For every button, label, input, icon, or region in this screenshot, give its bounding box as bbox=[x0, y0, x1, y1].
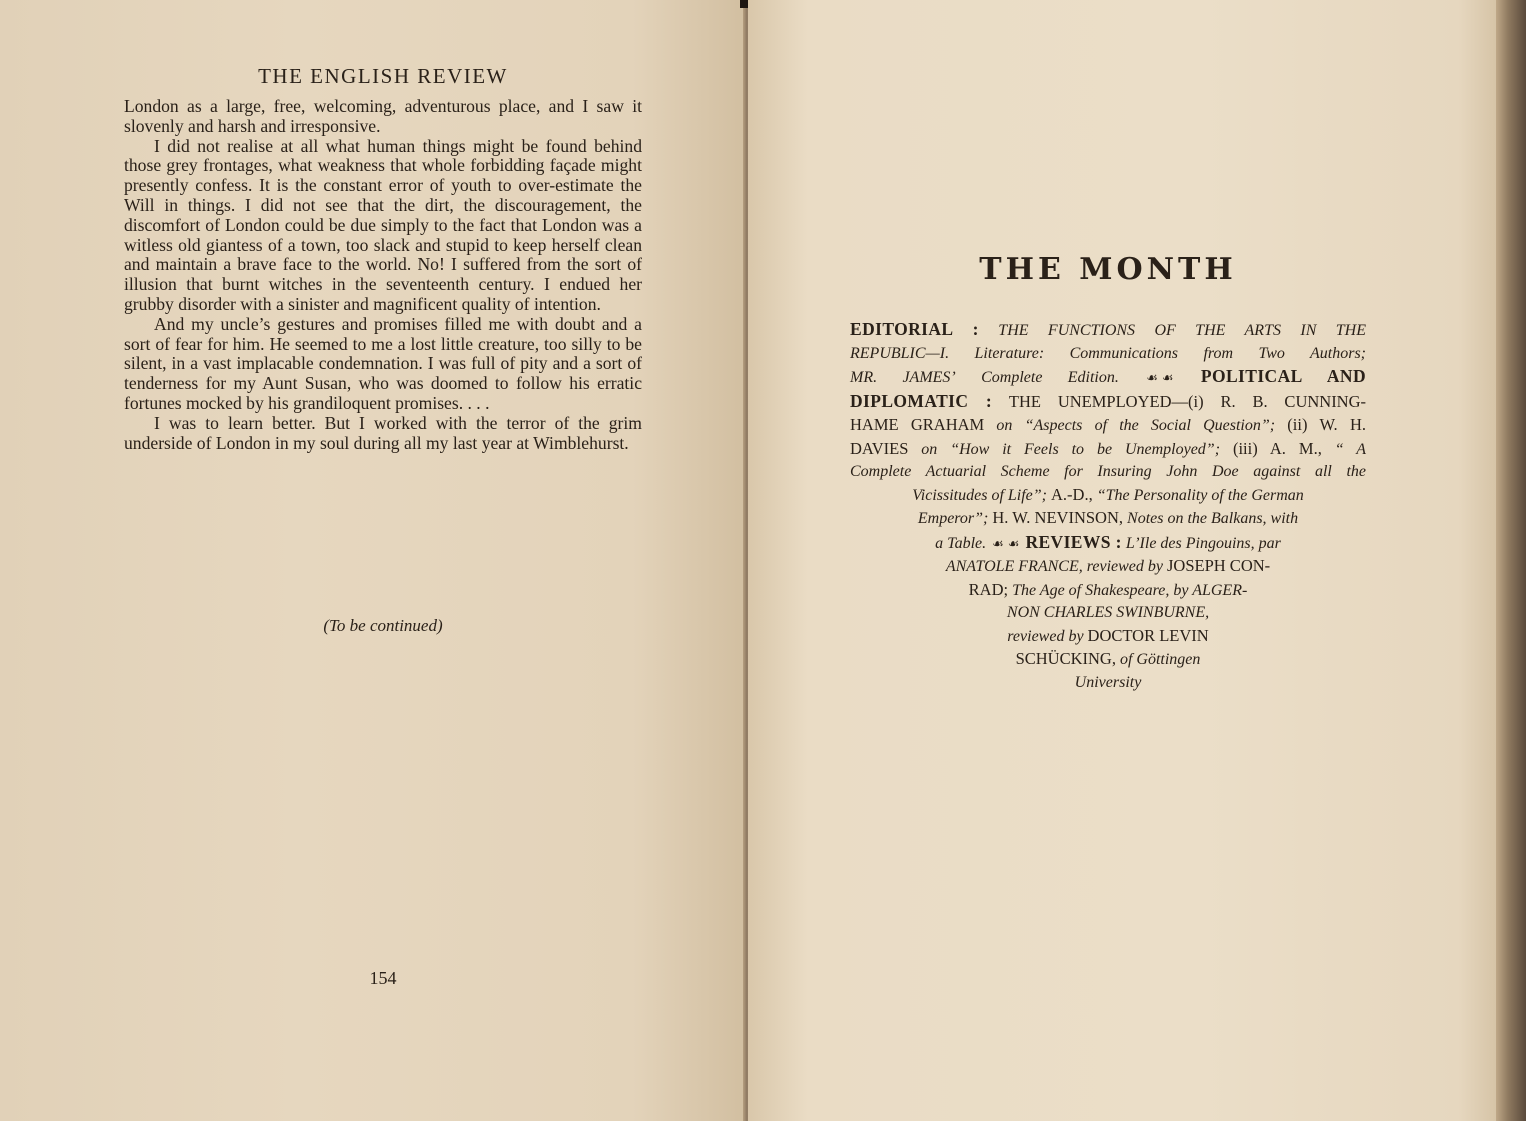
fleuron-icon: ☙ bbox=[1146, 370, 1158, 385]
university-entry: University bbox=[1074, 673, 1142, 691]
gottingen-entry: of Göttingen bbox=[1119, 651, 1201, 668]
davies-name: DAVIES bbox=[850, 438, 909, 458]
fleuron-icon: ☙ bbox=[992, 535, 1004, 551]
contents-line bbox=[850, 318, 1366, 343]
graham-name: HAME GRAHAM bbox=[850, 415, 985, 434]
conrad-name-cont: RAD; bbox=[968, 579, 1009, 599]
political-label: POLITICAL AND bbox=[1200, 366, 1366, 386]
lile-entry: L’Ile des Pingouins, par bbox=[1125, 534, 1281, 552]
contents-line bbox=[850, 343, 1366, 366]
scheme-entry: “ A bbox=[1334, 440, 1367, 458]
running-head: THE ENGLISH REVIEW bbox=[258, 64, 508, 88]
scheme-entry-cont: Complete Actuarial Scheme for Insuring John Doe against all the bbox=[850, 463, 1366, 480]
body-text bbox=[124, 97, 642, 453]
reviewed-by: reviewed by bbox=[1007, 627, 1084, 645]
contents-list bbox=[850, 318, 1366, 694]
paragraph: London as a large, free, welcoming, adventurous place, and I saw it slovenly and harsh and irresponsive. bbox=[124, 96, 642, 136]
fleuron-icon: ☙ bbox=[1161, 370, 1174, 385]
conrad-name: JOSEPH CON- bbox=[1167, 556, 1271, 575]
contents-line bbox=[850, 461, 1366, 484]
balkans-entry: Notes on the Balkans, with bbox=[1127, 510, 1299, 527]
reviews-label: REVIEWS : bbox=[1025, 531, 1122, 552]
unemployed-entry: THE UNEMPLOYED—(i) R. B. CUNNING- bbox=[1008, 391, 1367, 411]
how-it-feels-entry: on “How it Feels to be Unemployed”; bbox=[921, 440, 1221, 458]
editorial-label: EDITORIAL : bbox=[850, 319, 979, 339]
levin-name: DOCTOR LEVIN bbox=[1087, 625, 1209, 645]
aspects-entry: on “Aspects of the Social Question”; bbox=[996, 417, 1276, 434]
davies-initials: (ii) W. H. bbox=[1287, 415, 1366, 434]
contents-line bbox=[850, 484, 1366, 508]
contents-line bbox=[850, 625, 1366, 649]
contents-line bbox=[850, 579, 1366, 603]
contents-line bbox=[850, 390, 1366, 415]
emperor-entry: Emperor”; bbox=[917, 510, 989, 527]
editorial-title-cont: REPUBLIC—I. bbox=[850, 344, 950, 362]
communications-entry: Communications from Two Authors; bbox=[1069, 344, 1367, 362]
diplomatic-label: DIPLOMATIC : bbox=[850, 390, 993, 411]
to-be-continued: (To be continued) bbox=[323, 616, 443, 635]
contents-line bbox=[850, 555, 1366, 579]
paragraph: And my uncle’s gestures and promises filled me with doubt and a sort of fear for him. He seemed to me a lost little creature, too silly to be silent, in a vast implacable condemnation. I was full of pity and a sort of tenderness for my Aunt Susan, who was doomed to follow his erratic fortunes mocked by his grandiloquent promises. . . . bbox=[124, 313, 642, 413]
contents-line bbox=[850, 365, 1366, 390]
editorial-title: THE FUNCTIONS OF THE ARTS IN THE bbox=[998, 322, 1366, 339]
section-title: THE MONTH bbox=[979, 252, 1237, 287]
contents-line bbox=[850, 602, 1366, 625]
book-edge bbox=[1496, 0, 1526, 1121]
shakespeare-entry: The Age of Shakespeare, by ALGER- bbox=[1012, 581, 1248, 599]
schucking-name: SCHÜCKING, bbox=[1015, 649, 1116, 668]
contents-line bbox=[850, 438, 1366, 462]
contents-line bbox=[850, 531, 1366, 556]
contents-line bbox=[850, 414, 1366, 438]
contents-line bbox=[850, 672, 1366, 695]
ad-name: A.-D., bbox=[1051, 484, 1093, 504]
fleuron-icon: ☙ bbox=[1007, 535, 1020, 551]
table-entry: a Table. bbox=[935, 534, 987, 552]
paragraph: I was to learn better. But I worked with the terror of the grim underside of London in my soul during all my last year at Wimblehurst. bbox=[124, 412, 642, 453]
vicissitudes-entry: Vicissitudes of Life”; bbox=[912, 486, 1047, 504]
swinburne-name: NON CHARLES SWINBURNE, bbox=[1006, 604, 1210, 621]
page-number: 154 bbox=[369, 968, 397, 988]
complete-edition-entry: Complete Edition. bbox=[981, 369, 1119, 386]
mr-james-entry: MR. JAMES’ bbox=[850, 369, 956, 386]
personality-entry: “The Personality of the German bbox=[1096, 486, 1304, 504]
left-page bbox=[0, 0, 744, 1121]
am-name: (iii) A. M., bbox=[1232, 438, 1322, 458]
contents-line bbox=[850, 507, 1366, 531]
paragraph: I did not realise at all what human things might be found behind those grey frontages, what weakness that whole forbidding façade might presently confess. It is the constant error of youth to over-estimate the Will in things. I did not see that the dirt, the discouragement, the discomfort of London could be due simply to the fact that London was a witless old giantess of a town, too slack and stupid to keep herself clean and maintain a brave face to the world. No! I suffered from the sort of illusion that burnt witches in the seventeenth century. I endued her grubby disorder with a sinister and magnificent quality of intention. bbox=[124, 135, 642, 314]
nevinson-name: H. W. NEVINSON, bbox=[992, 508, 1124, 527]
contents-line bbox=[850, 648, 1366, 672]
reviewed-by: reviewed by bbox=[1086, 558, 1163, 575]
literature-label: Literature: bbox=[974, 344, 1045, 362]
anatole-name: ANATOLE FRANCE, bbox=[945, 558, 1083, 575]
